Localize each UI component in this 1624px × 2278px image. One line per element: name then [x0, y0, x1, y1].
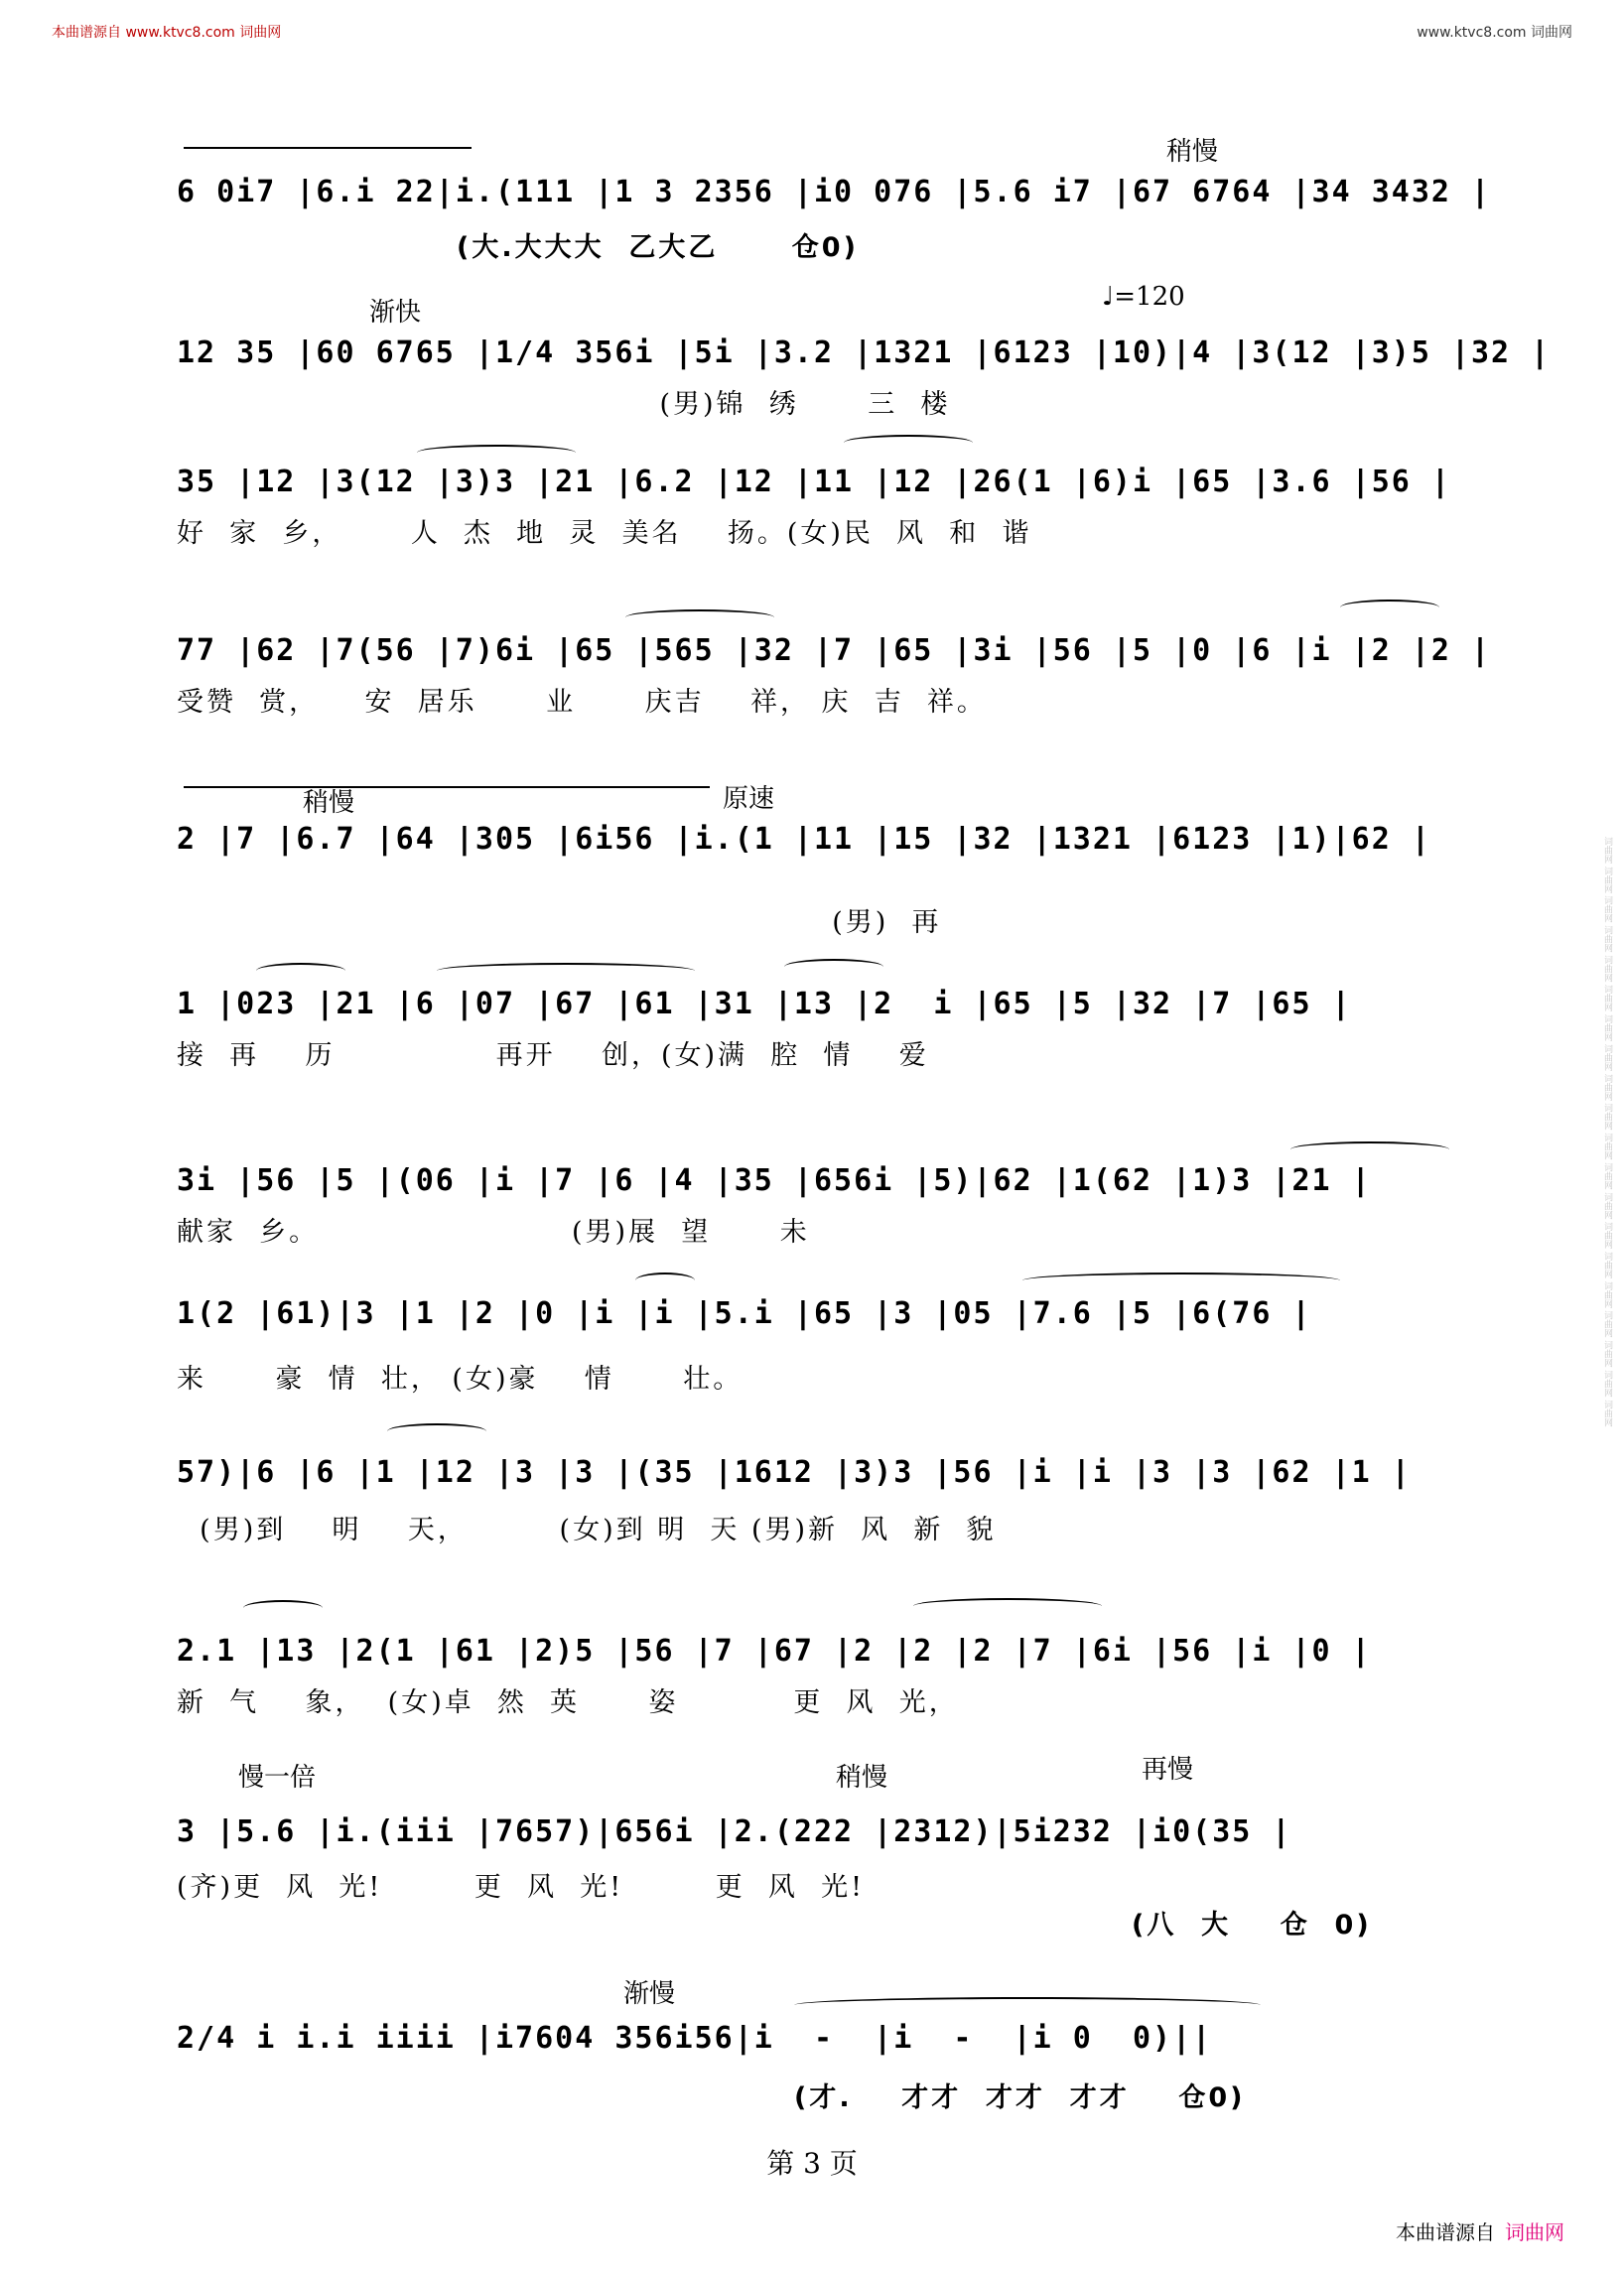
tie-line [184, 786, 710, 802]
notation-line-5: 2 |7 |6.7 |64 |305 |6i56 |i.(1 |11 |15 |32 |1321 |6123 |1)|62 | [177, 822, 1431, 857]
lyrics-line-5: (男) 再 [177, 907, 942, 938]
lyrics-line-7: 献家 乡。 (男)展 望 未 [177, 1217, 810, 1248]
lyrics-line-3: 好 家 乡， 人 杰 地 灵 美名 扬。(女)民 风 和 谐 [177, 518, 1032, 549]
slur-mark [387, 1423, 486, 1439]
slur-mark [844, 435, 973, 451]
percussion-line-11: (八 大 仓 0) [1132, 1910, 1372, 1941]
slur-mark [784, 959, 883, 975]
tempo-marking: 渐慢 [623, 1979, 676, 2009]
lyrics-line-2: (男)锦 绣 三 楼 [177, 389, 951, 420]
page-number: 第 3 页 [766, 2147, 858, 2180]
slur-mark [1290, 1141, 1449, 1157]
slur-mark [635, 1273, 695, 1288]
notation-line-3: 35 |12 |3(12 |3)3 |21 |6.2 |12 |11 |12 |26(1 |6)i |65 |3.6 |56 | [177, 465, 1451, 499]
notation-line-11: 3 |5.6 |i.(iii |7657)|656i |2.(222 |2312)|5i232 |i0(35 | [177, 1814, 1292, 1849]
percussion-line-12: (才. 才才 才才 才才 仓0) [794, 2082, 1246, 2113]
slur-mark [913, 1598, 1102, 1614]
slur-mark [794, 1997, 1261, 2013]
slur-mark [243, 1600, 323, 1616]
notation-line-4: 77 |62 |7(56 |7)6i |65 |565 |32 |7 |65 |3i |56 |5 |0 |6 |i |2 |2 | [177, 633, 1492, 668]
lyrics-line-4: 受赞 赏， 安 居乐 业 庆吉 祥， 庆 吉 祥。 [177, 687, 987, 718]
notation-line-1: 6 0i7 |6.i 22|i.(111 |1 3 2356 |i0 076 |5.6 i7 |67 6764 |34 3432 | [177, 175, 1492, 209]
site-logo [1396, 2216, 1564, 2245]
side-watermark-strip: 词曲网 词曲网 词曲网 词曲网 词曲网 词曲网 词曲网 词曲网 词曲网 词曲网 词曲网 词曲网 词曲网 词曲网 词曲网 词曲网 词曲网 词曲网 词曲网 词曲网 [1602, 836, 1612, 1427]
slur-mark [625, 609, 774, 625]
lyrics-line-6: 接 再 历 再开 创，(女)满 腔 情 爱 [177, 1040, 929, 1071]
slur-mark [1022, 1273, 1340, 1288]
notation-line-10: 2.1 |13 |2(1 |61 |2)5 |56 |7 |67 |2 |2 |2 |7 |6i |56 |i |0 | [177, 1634, 1372, 1669]
tempo-marking: 渐快 [369, 298, 422, 328]
header-site-text: www.ktvc8.com 词曲网 [1417, 25, 1572, 41]
tempo-marking: 原速 [723, 784, 775, 814]
tempo-marking: 慢一倍 [238, 1763, 317, 1793]
tempo-marking: 稍慢 [303, 788, 355, 818]
notation-line-9: 57)|6 |6 |1 |12 |3 |3 |(35 |1612 |3)3 |56 |i |i |3 |3 |62 |1 | [177, 1455, 1412, 1490]
tempo-marking: 稍慢 [836, 1763, 888, 1793]
percussion-line-1: (大.大大大 乙大乙 仓0) [457, 232, 859, 263]
logo-text-source: 本曲谱源自 [1396, 2220, 1495, 2244]
slur-mark [256, 963, 345, 979]
slur-mark [1340, 600, 1439, 615]
notation-line-2: 12 35 |60 6765 |1/4 356i |5i |3.2 |1321 |6123 |10)|4 |3(12 |3)5 |32 | [177, 335, 1552, 370]
notation-line-12: 2/4 i i.i iiii |i7604 356i56|i - |i - |i 0 0)|| [177, 2021, 1213, 2056]
header-source-text: 本曲谱源自 www.ktvc8.com 词曲网 [52, 25, 282, 41]
tempo-marking: 再慢 [1142, 1755, 1194, 1785]
lyrics-line-10: 新 气 象， (女)卓 然 英 姿 更 风 光， [177, 1687, 959, 1718]
lyrics-line-9: (男)到 明 天， (女)到 明 天 (男)新 风 新 貌 [177, 1515, 997, 1545]
lyrics-line-8: 来 豪 情 壮， (女)豪 情 壮。 [177, 1364, 744, 1395]
logo-text-site: 词曲网 [1505, 2220, 1564, 2244]
lyrics-line-11: (齐)更 风 光! 更 风 光! 更 风 光! [177, 1872, 865, 1903]
notation-line-7: 3i |56 |5 |(06 |i |7 |6 |4 |35 |656i |5)|62 |1(62 |1)3 |21 | [177, 1163, 1372, 1198]
notation-line-6: 1 |023 |21 |6 |07 |67 |61 |31 |13 |2 i |65 |5 |32 |7 |65 | [177, 987, 1352, 1021]
tempo-marking: 稍慢 [1166, 137, 1219, 167]
tie-line [184, 147, 472, 163]
slur-mark [437, 963, 695, 979]
metronome-marking: ♩=120 [1102, 282, 1185, 312]
notation-line-8: 1(2 |61)|3 |1 |2 |0 |i |i |5.i |65 |3 |05 |7.6 |5 |6(76 | [177, 1296, 1312, 1331]
